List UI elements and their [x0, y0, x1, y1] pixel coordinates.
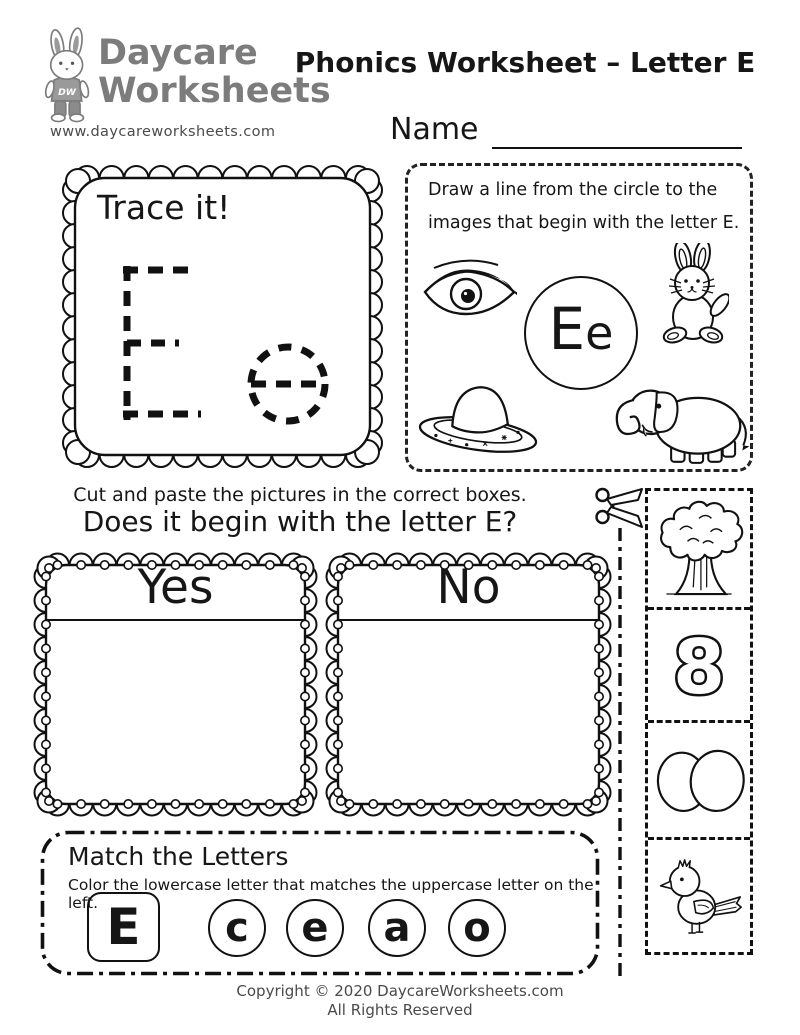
uppercase-letter-tile [87, 892, 160, 962]
brand-name-line2: Worksheets [98, 71, 331, 111]
lowercase-option-o [448, 899, 506, 957]
website-url: www.daycareworksheets.com [50, 124, 276, 140]
name-blank-line [492, 114, 742, 149]
cutout-bird [648, 837, 750, 952]
cutout-tree [648, 491, 750, 607]
sorting-question: Does it begin with the letter E? [82, 505, 518, 538]
cutout-eggs [648, 720, 750, 837]
hat-icon [415, 379, 541, 455]
no-box [325, 552, 612, 817]
lowercase-option-a [368, 899, 426, 957]
bunny-icon [657, 243, 729, 349]
match-heading: Match the Letters [68, 842, 289, 871]
bird-icon [655, 851, 743, 941]
match-section [40, 830, 600, 976]
eight-label: 8 [672, 623, 726, 712]
tree-icon [653, 497, 745, 601]
trace-heading: Trace it! [97, 188, 231, 227]
lowercase-option-e [286, 899, 344, 957]
cutout-strip [645, 488, 753, 955]
name-label: Name [390, 112, 479, 147]
eggs-icon [648, 741, 750, 819]
option-letter: a [383, 905, 411, 951]
logo-shirt-initials: DW [58, 87, 76, 99]
yes-box [33, 552, 318, 817]
option-letter: c [225, 905, 249, 951]
rights-text: All Rights Reserved [327, 1001, 473, 1019]
lowercase-option-c [208, 899, 266, 957]
cut-line [615, 528, 625, 978]
draw-instruction-line1: Draw a line from the circle to the [428, 180, 718, 200]
circle-uppercase-letter: E [548, 295, 586, 363]
dashed-letter-E-and-e [55, 158, 390, 475]
page-title: Phonics Worksheet – Letter E [294, 46, 756, 79]
yes-divider-line [47, 619, 304, 621]
eye-icon [422, 256, 517, 320]
yes-heading: Yes [137, 560, 214, 615]
scissors-icon [594, 486, 644, 530]
copyright-text: Copyright © 2020 DaycareWorksheets.com [236, 982, 564, 1000]
option-letter: e [301, 905, 329, 951]
bunny-logo-icon [44, 24, 96, 126]
match-instruction: Color the lowercase letter that matches the uppercase letter on the left. [68, 876, 594, 912]
no-heading: No [436, 560, 501, 615]
cutout-eight [648, 607, 750, 720]
draw-instruction-line2: images that begin with the letter E. [428, 213, 740, 233]
uppercase-letter: E [106, 898, 141, 956]
elephant-icon [613, 369, 753, 467]
cut-paste-instruction: Cut and paste the pictures in the correct boxes. [73, 484, 527, 506]
option-letter: o [463, 905, 491, 951]
brand-name-line1: Daycare [98, 33, 258, 73]
draw-line-section [405, 163, 753, 472]
circle-lowercase-letter: e [585, 306, 614, 360]
number-eight [663, 612, 735, 718]
trace-section [55, 158, 390, 475]
no-divider-line [339, 619, 598, 621]
